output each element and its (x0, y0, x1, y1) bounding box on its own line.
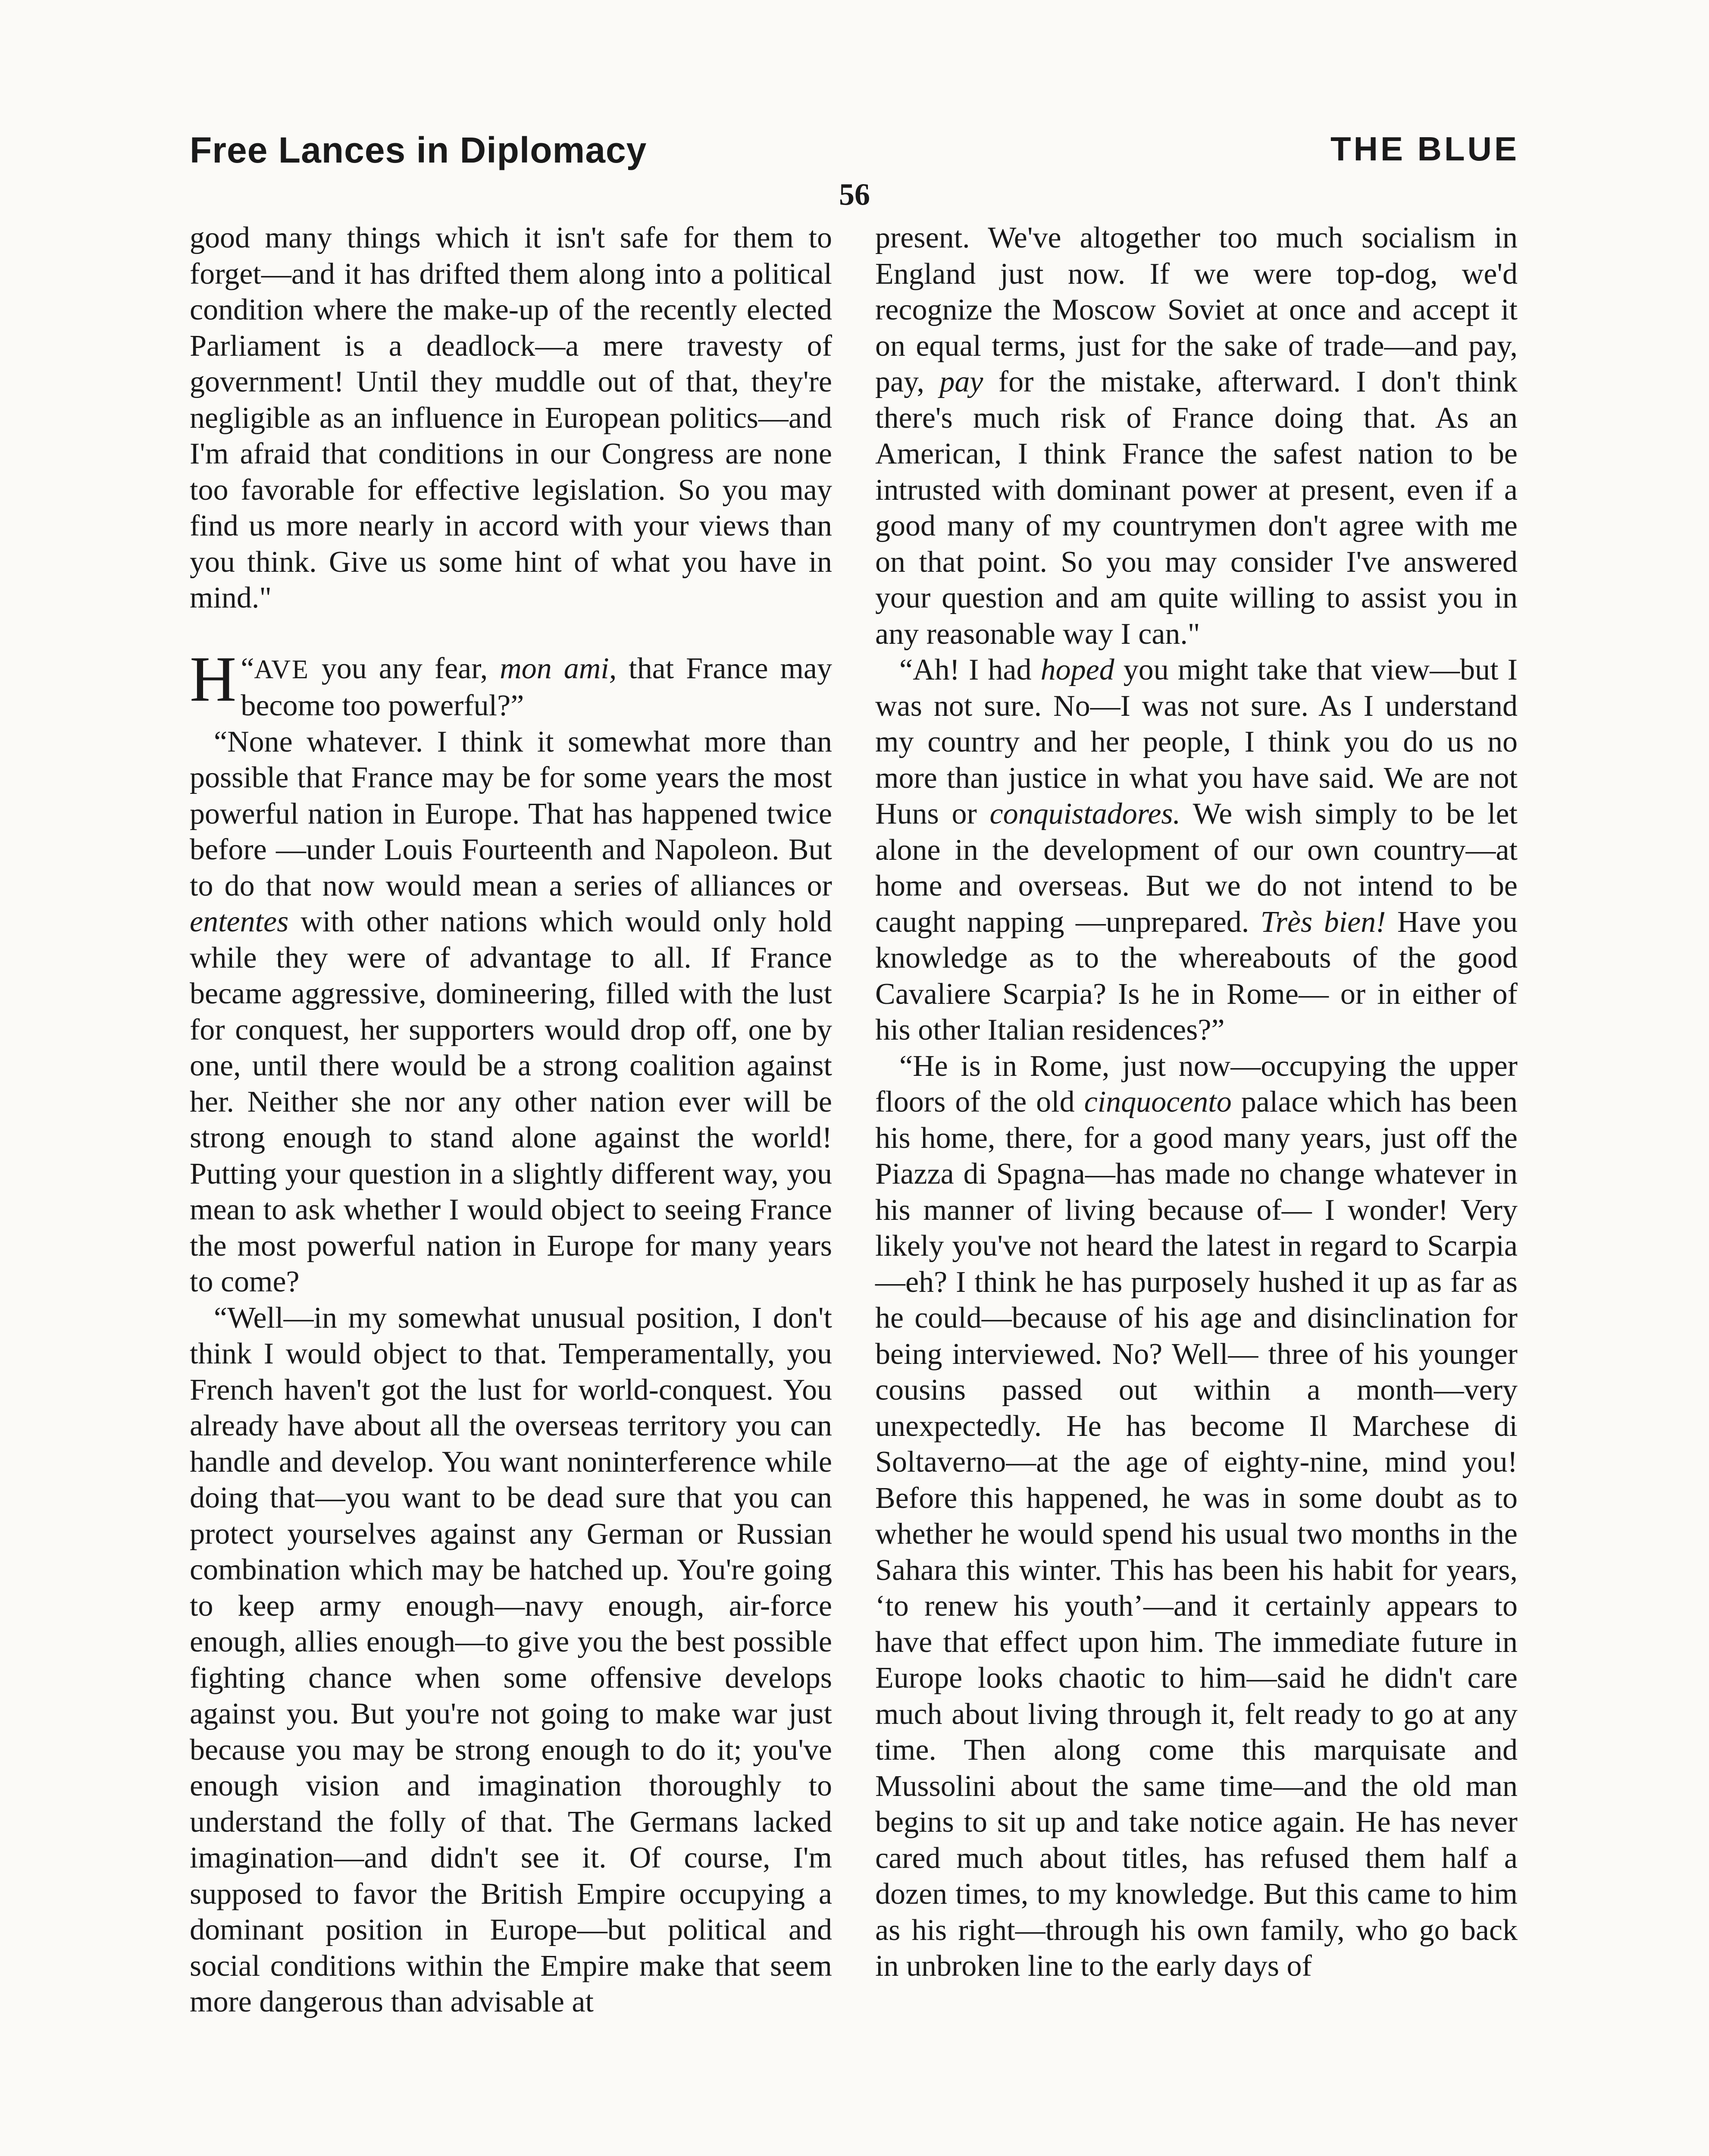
text-run: with other nations which would only hold while they were of advantage to all. If France became aggressive, domineering, filled with the lust for conquest, her supporters would drop off, one by one, until there would be a strong coalition against her. Neither she nor any other nation ever will be strong enough to stand alone against the world! Putting your question in a slightly different way, you mean to ask whether I would object to seeing France the most powerful nation in Europe for many years to come? (190, 905, 832, 1298)
text-run: “Ah! I had (899, 653, 1041, 686)
section-opening-paragraph (190, 643, 832, 724)
paragraph (875, 652, 1518, 1048)
paragraph (875, 220, 1518, 652)
italic-text: cinquocento (1084, 1085, 1232, 1119)
text-run: you any fear, (309, 652, 500, 685)
italic-text: pay (939, 365, 983, 398)
open-quote: “ (241, 652, 254, 685)
text-run: present. We've altogether too much socialism in England just now. If we were top-dog, we'd recognize the Moscow Soviet at once and accept it on equal terms, just for the sake of trade—and pay, pay, (875, 221, 1518, 398)
text-run: We wish simply to be let alone in the development of our own country—at home and overseas. But we do not intend to be caught napping —unprepared. (875, 797, 1518, 939)
page-number: 56 (839, 177, 870, 212)
text-run: “None whatever. I think it somewhat more than possible that France may be for some years the most powerful nation in Europe. That has happened twice before —under Louis Fourteenth and Napoleon. But to do that now would mean a series of alliances or (190, 725, 832, 903)
text-run: you might take that view—but I was not sure. No—I was not sure. As I understand my country and her people, I think you do us no more than justice in what you have said. We are not Huns or (875, 653, 1518, 830)
paragraph (875, 1048, 1518, 1984)
story-title: Free Lances in Diplomacy (190, 130, 647, 170)
italic-text: ententes (190, 905, 289, 938)
text-run: palace which has been his home, there, for a good many years, just off the Piazza di Spagna—has made no change whatever in his manner of living because of— I wonder! Very likely you've not heard the latest in regard to Scarpia—eh? I think he has purposely hushed it up as far as he could—because of his age and disinclination for being interviewed. No? Well— three of his younger cousins passed out within a month—very unexpectedly. He has become Il Marchese di Soltaverno—at the age of eighty-nine, mind you! Before this happened, he was in some doubt as to whether he would spend his usual two months in the Sahara this winter. This has been his habit for years, ‘to renew his youth’—and it certainly appears to have that effect upon him. The immediate future in Europe looks chaotic to him—said he didn't care much about living through it, felt ready to go at any time. Then along come this marquisate and Mussolini about the same time—and the old man begins to sit up and take notice again. He has never cared much about titles, has refused them half a dozen times, to my knowledge. But this came to him as his right—through his own family, who go back in unbroken line to the early days of (875, 1085, 1518, 1983)
magazine-title: THE BLUE (1330, 130, 1519, 168)
text-run: for the mistake, afterward. I don't think there's much risk of France doing that. As an American, I think France the safest nation to be intrusted with dominant power at present, even if a good many of my countrymen don't agree with me on that point. So you may consider I've answered your question and am quite willing to assist you in any reasonable way I can." (875, 365, 1518, 651)
italic-text: mon ami, (500, 652, 617, 685)
italic-text: Très bien! (1260, 905, 1386, 939)
paragraph: good many things which it isn't safe for them to forget—and it has drifted them along into a political condition where the make-up of the recently elected Parliament is a deadlock—a mere travesty of government! Until they muddle out of that, they're negligible as an influence in European politics—and I'm afraid that conditions in our Congress are none too favorable for effective legislation. So you may find us more nearly in accord with your views than you think. Give us some hint of what you have in mind." (190, 221, 832, 614)
running-head (190, 129, 1519, 181)
left-column (190, 220, 832, 2020)
text-run: “He is in Rome, just now—occupying the upper floors of the old (875, 1049, 1518, 1119)
paragraph (190, 724, 832, 1300)
italic-text: conquistadores. (989, 797, 1181, 830)
right-column (875, 220, 1518, 1984)
text-run: Have you knowledge as to the whereabouts of the good Cavaliere Scarpia? Is he in Rome— or in either of his other Italian residences?” (875, 905, 1518, 1047)
italic-text: hoped (1040, 653, 1114, 686)
drop-cap-letter: H (190, 643, 237, 715)
text-run: that France may become too powerful?” (241, 652, 832, 722)
paragraph: “Well—in my somewhat unusual position, I don't think I would object to that. Temperamentally, you French haven't got the lust for world-conquest. You already have about all the overseas territory you can handle and develop. You want noninterference while doing that—you want to be dead sure that you can protect yourselves against any German or Russian combination which may be hatched up. You're going to keep army enough—navy enough, air-force enough, allies enough—to give you the best possible fighting chance when some offensive develops against you. But you're not going to make war just because you may be strong enough to do it; you've enough vision and imagination thoroughly to understand the folly of that. The Germans lacked imagination—and didn't see it. Of course, I'm supposed to favor the British Empire occupying a dominant position in Europe—but political and social conditions within the Empire make that seem more dangerous than advisable at (190, 1301, 832, 2018)
small-caps-text: AVE (254, 655, 310, 684)
